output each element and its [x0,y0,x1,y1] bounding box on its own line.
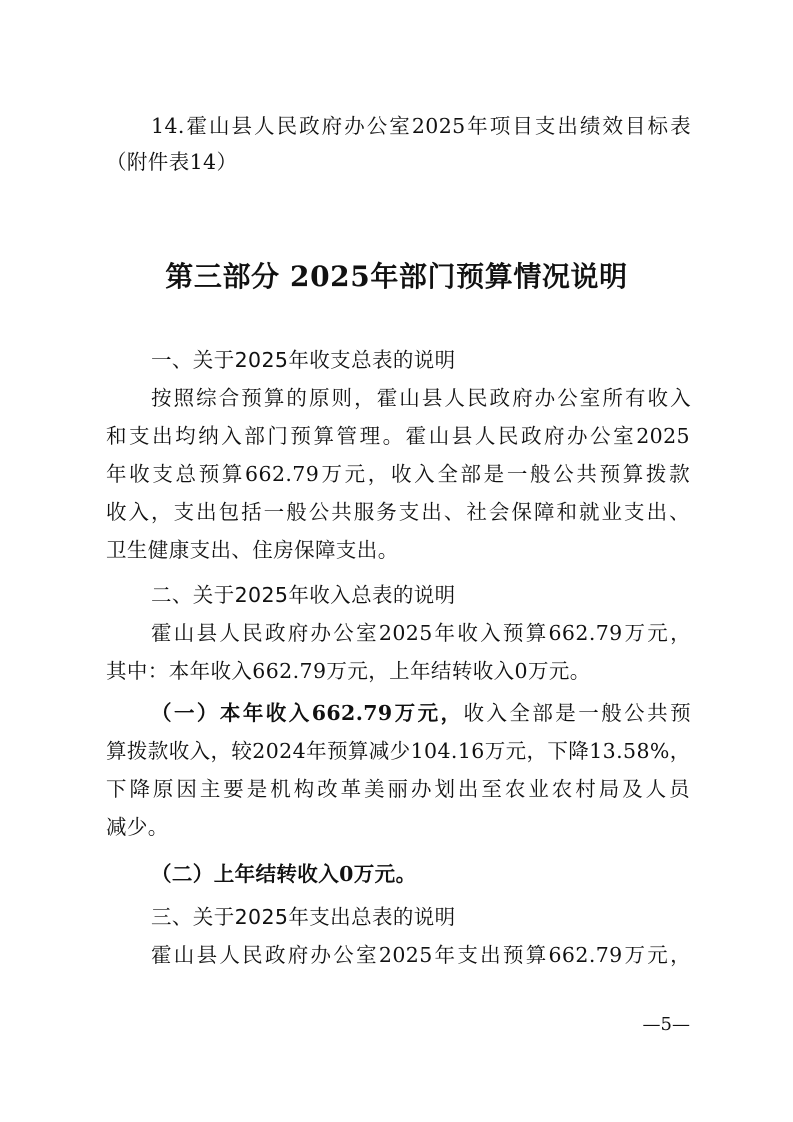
section-2-heading: 二、关于2025年收入总表的说明 [151,583,456,607]
section-2-sub2: （二）上年结转收入0万元。 [151,862,417,886]
section-1-para-line: 卫生健康支出、住房保障支出。 [106,538,399,562]
section-2-sub1-line: 下降原因主要是机构改革美丽办划出至农业农村局及人员 [106,777,690,801]
section-1-para-line: 和支出均纳入部门预算管理。霍山县人民政府办公室2025 [106,424,690,448]
attachment-item-14-line1: 14.霍山县人民政府办公室2025年项目支出绩效目标表 [151,114,691,138]
part-title: 第三部分 2025年部门预算情况说明 [165,260,628,293]
section-2-sub1-line: 算拨款收入，较2024年预算减少104.16万元，下降13.58%， [106,739,691,763]
section-1-para-line: 年收支总预算662.79万元，收入全部是一般公共预算拨款 [106,462,690,486]
section-2-sub1-first-line [151,699,691,727]
sub1-rest: 收入全部是一般公共预 [463,701,691,725]
attachment-item-14-line2: （附件表14） [106,150,238,174]
page-number: —5— [642,1014,690,1035]
section-1-para-line: 按照综合预算的原则，霍山县人民政府办公室所有收入 [151,386,691,410]
sub1-bold-lead: （一）本年收入662.79万元， [151,701,464,725]
section-2-para-line: 霍山县人民政府办公室2025年收入预算662.79万元， [151,621,691,645]
section-1-para-line: 收入，支出包括一般公共服务支出、社会保障和就业支出、 [106,500,690,524]
section-3-para-line: 霍山县人民政府办公室2025年支出预算662.79万元， [151,943,691,967]
section-1-heading: 一、关于2025年收支总表的说明 [151,348,456,372]
section-2-para-line: 其中：本年收入662.79万元，上年结转收入0万元。 [106,659,591,683]
section-3-heading: 三、关于2025年支出总表的说明 [151,905,456,929]
section-2-sub1-line: 减少。 [106,815,169,839]
